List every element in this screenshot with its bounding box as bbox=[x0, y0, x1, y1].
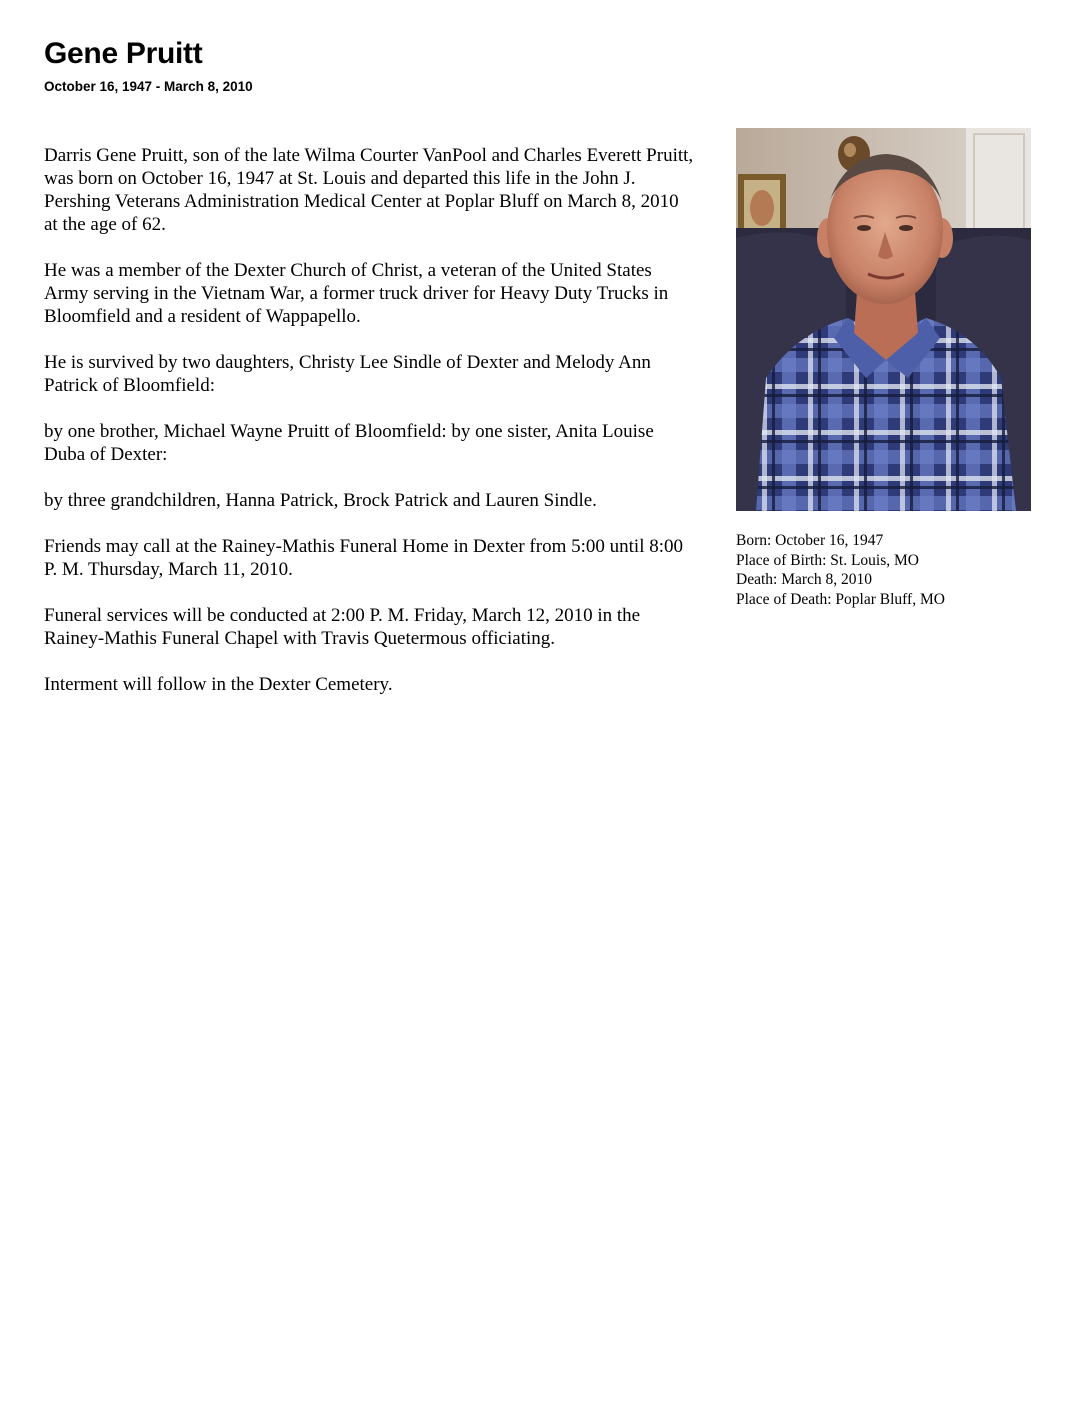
obituary-paragraph: He was a member of the Dexter Church of Christ, a veteran of the United States Army serving in the Vietnam War, a former truck driver for Heavy Duty Trucks in Bloomfield and a resident of Wappapello. bbox=[44, 260, 669, 327]
page-title: Gene Pruitt bbox=[44, 37, 203, 70]
obituary-paragraph: Friends may call at the Rainey-Mathis Funeral Home in Dexter from 5:00 until 8:00 P. M. Thursday, March 11, 2010. bbox=[44, 536, 684, 580]
obituary-paragraph: Darris Gene Pruitt, son of the late Wilma Courter VanPool and Charles Everett Pruitt, was born on October 16, 1947 at St. Louis and departed this life in the John J. Pershing Veterans Administration Medical Center at Poplar Bluff on March 8, 2010 at the age of 62. bbox=[44, 145, 694, 235]
death-place: Place of Death: Poplar Bluff, MO bbox=[736, 590, 945, 608]
death-date: Death: March 8, 2010 bbox=[736, 571, 873, 588]
obituary-paragraph: He is survived by two daughters, Christy Lee Sindle of Dexter and Melody Ann Patrick of Bloomfield: bbox=[44, 352, 651, 396]
obituary-paragraph: Funeral services will be conducted at 2:00 P. M. Friday, March 12, 2010 in the Rainey-Mathis Funeral Chapel with Travis Quetermous officiating. bbox=[44, 605, 641, 649]
obituary-paragraph: by one brother, Michael Wayne Pruitt of Bloomfield: by one sister, Anita Louise Duba of Dexter: bbox=[44, 421, 654, 465]
life-dates: October 16, 1947 - March 8, 2010 bbox=[44, 79, 253, 94]
birth-place: Place of Birth: St. Louis, MO bbox=[736, 551, 919, 569]
vital-facts bbox=[736, 531, 1056, 609]
obituary-paragraph: Interment will follow in the Dexter Cemetery. bbox=[44, 674, 393, 695]
obituary-paragraph: by three grandchildren, Hanna Patrick, Brock Patrick and Lauren Sindle. bbox=[44, 490, 597, 511]
birth-date: Born: October 16, 1947 bbox=[736, 532, 884, 549]
portrait-photo bbox=[736, 128, 1031, 511]
obituary-text bbox=[44, 144, 694, 719]
